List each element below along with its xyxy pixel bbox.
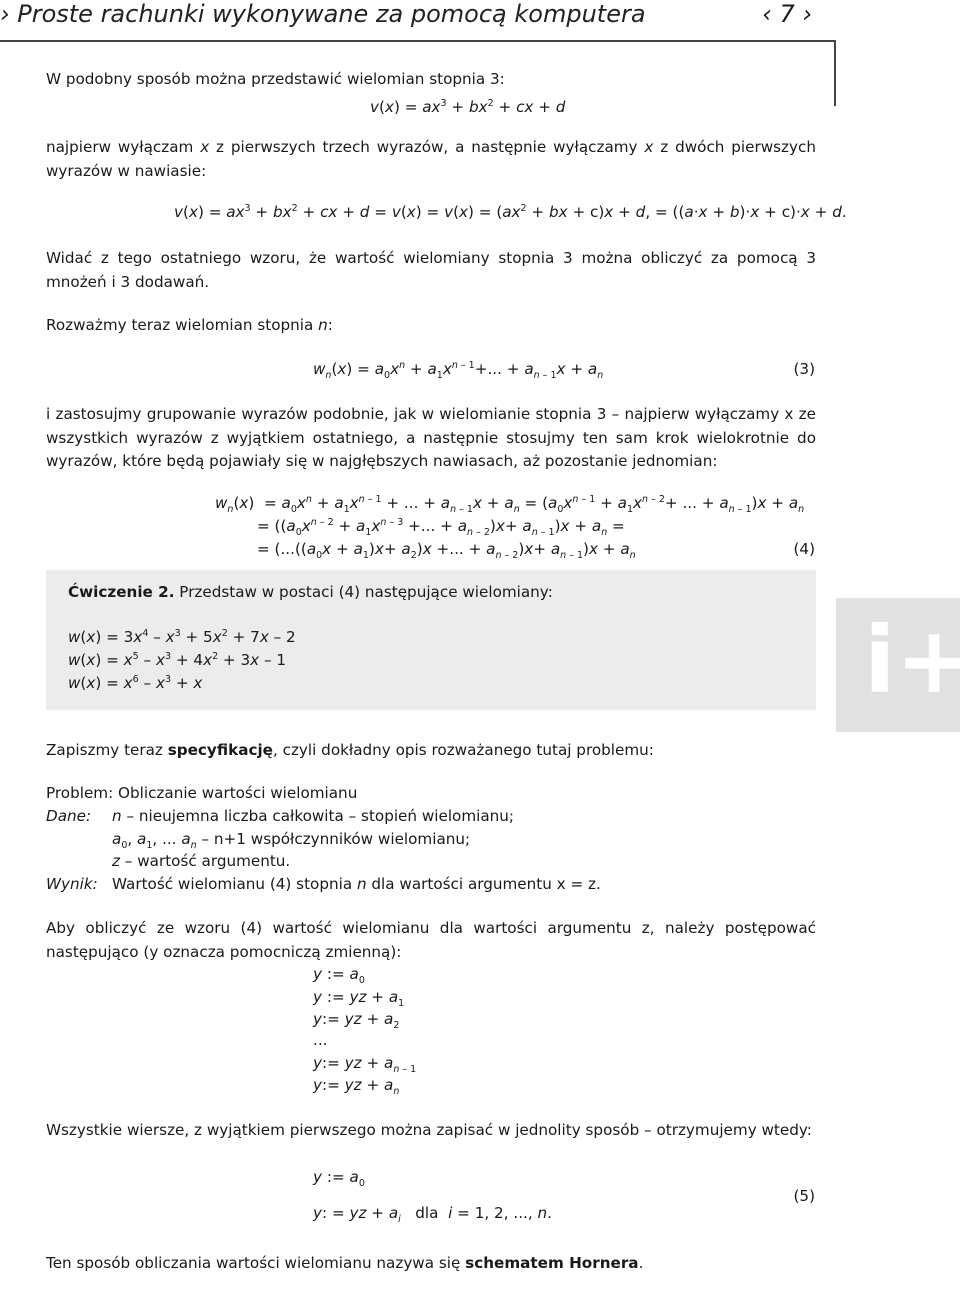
algorithm-line: y := yz + $a_1$ — [313, 988, 405, 1009]
spec-line: Wartość wielomianu (4) stopnia n dla wartości argumentu x = z. — [112, 875, 601, 893]
formula: $w(x) = 3x^4 - x^3 + 5x^2 + 7x - 2$ — [68, 628, 296, 646]
spec-line: z – wartość argumentu. — [112, 852, 291, 870]
paragraph: Widać z tego ostatniego wzoru, że wartość wielomiany stopnia 3 można obliczyć za pomocą 3 mnożeń i 3 dodawań. — [46, 249, 816, 291]
paragraph: Rozważmy teraz wielomian stopnia n: — [46, 316, 333, 334]
paragraph: Ten sposób obliczania wartości wielomianu nazywa się schematem Hornera. — [46, 1254, 644, 1272]
paragraph: W podobny sposób można przedstawić wielomian stopnia 3: — [46, 70, 505, 88]
formula: $w(x) = x^6 - x^3 + x$ — [68, 674, 203, 692]
problem-title: Problem: Obliczanie wartości wielomianu — [46, 784, 358, 802]
algorithm-line: y := $a_0$ — [313, 965, 365, 986]
algorithm-line: ... — [313, 1031, 328, 1049]
algorithm-line: y:= yz + $a_{n - 1}$ — [313, 1054, 417, 1075]
paragraph: Zapiszmy teraz specyfikację, czyli dokładny opis rozważanego tutaj problemu: — [46, 741, 654, 759]
equation-label: (4) — [793, 540, 815, 558]
paragraph: najpierw wyłączam x z pierwszych trzech wyrazów, a następnie wyłączamy x z dwóch pierwszych wyrazów w nawiasie: — [46, 138, 816, 180]
page-number: ‹ 7 › — [762, 0, 812, 28]
equation-label: (3) — [793, 360, 815, 378]
level-badge: i+ — [836, 598, 960, 732]
formula: = ($...((a_0x + a_1)x+ a_2)x$ +... + $a_{n - 2})x+ a_{n - 1})x + a_n$ — [257, 540, 636, 561]
paragraph: Wszystkie wiersze, z wyjątkiem pierwszego można zapisać w jednolity sposób – otrzymujemy wtedy: — [46, 1121, 812, 1139]
wynik-label: Wynik: — [46, 875, 98, 893]
formula: $w_n(x) = a_0x^n + a_1x^{n - 1}$ + ... + $a_{n - 1}x + a_n = (a_0x^{n - 1} + a_1x^{n - 2}+$ ... + $a_{n - 1})x + a_n$ — [215, 494, 805, 515]
running-header: › Proste rachunki wykonywane za pomocą komputera — [0, 0, 646, 28]
dane-label: Dane: — [46, 807, 92, 825]
chapter-title: Proste rachunki wykonywane za pomocą komputera — [17, 0, 646, 28]
paragraph: i zastosujmy grupowanie wyrazów podobnie, jak w wielomianie stopnia 3 – najpierw wyłączamy x ze wszystkich wyrazów z wyjątkiem ostatniego, a następnie stosujmy ten sam krok wielokrotnie do wyrazów, które będą pojawiały się w najgłębszych nawiasach, aż pozostanie jednomian: — [46, 405, 816, 470]
algorithm-line: y:= yz + $a_2$ — [313, 1010, 400, 1031]
formula: = (($a_0x^{n - 2} + a_1x^{n - 3}$ +... + $a_{n - 2})x+ a_{n - 1})x + a_n$ = — [257, 517, 625, 538]
spec-line: $a_0$, $a_1$, ... $a_n - n+1$ współczynników wielomianu; — [112, 830, 471, 851]
algorithm-line: y:= yz + $a_n$ — [313, 1076, 400, 1097]
formula: y: = yz + $a_i$ dla i = 1, 2, ..., n. — [313, 1204, 552, 1225]
paragraph: Aby obliczyć ze wzoru (4) wartość wielomianu dla wartości argumentu z, należy postępować następująco (y oznacza pomocniczą zmienną): — [46, 919, 816, 961]
spec-line: n – nieujemna liczba całkowita – stopień wielomianu; — [112, 807, 515, 825]
formula: $w(x) = x^5 - x^3 + 4x^2 + 3x - 1$ — [68, 651, 287, 669]
formula: y := $a_0$ — [313, 1168, 365, 1189]
exercise-heading: Ćwiczenie 2. Przedstaw w postaci (4) następujące wielomiany: — [68, 583, 553, 601]
formula: $v(x) = ax^3 + bx^2$ + cx + d — [370, 98, 566, 116]
header-rule-vertical — [834, 40, 836, 106]
header-rule — [0, 40, 836, 42]
equation-label: (5) — [793, 1187, 815, 1205]
formula: $w_n(x) = a_0x^n + a_1x^{n - 1}+$... + $a_{n - 1}x + a_n$ — [313, 360, 604, 381]
formula: $v(x) = ax^3 + bx^2$ + cx + $d = v(x) = v(x) = (ax^2$ + bx + c)x + d, = ((a·x + b)·x + c)·x + d. — [174, 203, 847, 221]
